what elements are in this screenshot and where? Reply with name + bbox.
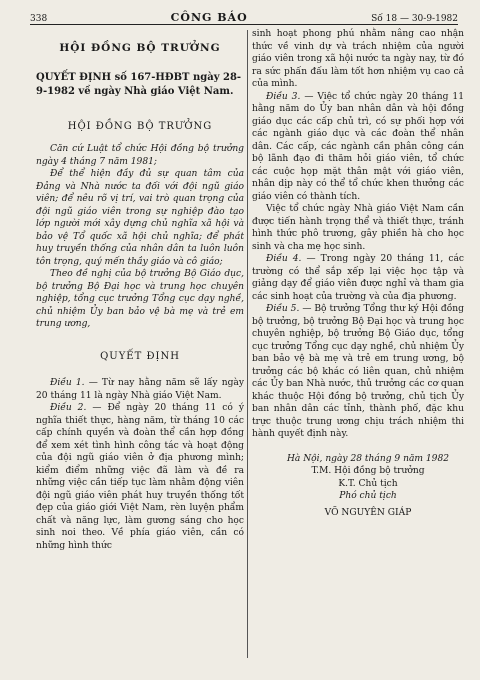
article-3-label: Điều 3.	[266, 91, 301, 102]
column-divider	[247, 30, 248, 658]
kt-title: K.T. Chủ tịch	[338, 478, 398, 489]
page-header	[30, 6, 458, 25]
article-2	[36, 402, 244, 552]
article-4	[252, 253, 464, 303]
article-5-text: — Bộ trưởng Tổng thư ký Hội đồng bộ trưởng, bộ trưởng Bộ Đại học và trung học chuyên nghiệp, bộ trưởng Bộ Giáo dục, tổng cục trưởng Tổng cục dạy nghề, chủ nhiệm Ủy ban bảo vệ bà mẹ và trẻ em trung ương, bộ trưởng các bộ khác có liên quan, chủ nhiệm các Ủy ban Nhà nước, thủ trưởng các cơ quan khác thuộc Hội đồng bộ trưởng, chủ tịch Ủy ban nhân dân các tỉnh, thành phố, đặc khu trực thuộc trung ương chịu trách nhiệm thi hành quyết định này.	[252, 304, 464, 439]
article-3-text: — Việc tổ chức ngày 20 tháng 11 hằng năm do Ủy ban nhân dân và hội đồng giáo dục các cấp chủ trì, có sự phối hợp với các ngành giáo dục và các đoàn thể nhân dân. Các cấp, các ngành cần phân công cán bộ lãnh đạo đi thăm hỏi giáo viên, tổ chức các cuộc họp mặt thân mật với giáo viên, nhân dịp này có thể tổ chức khen thưởng các giáo viên có thành tích.	[252, 91, 464, 202]
decides-heading: QUYẾT ĐỊNH	[100, 350, 180, 362]
left-column	[36, 28, 244, 552]
article-4-text: — Trong ngày 20 tháng 11, các trường có thể sắp xếp lại việc học tập và giảng dạy để giáo viên được nghỉ và tham gia các sinh hoạt của trường và của địa phương.	[252, 254, 464, 302]
article-2-continued: sinh hoạt phong phú nhằm nâng cao nhận thức về vinh dự và trách nhiệm của người giáo viên trong xã hội nước ta ngày nay, từ đó ra sức phấn đấu làm tốt hơn nhiệm vụ cao cả của mình.	[252, 29, 464, 89]
article-3	[252, 91, 464, 204]
article-5	[252, 303, 464, 441]
signer-role: Phó chủ tịch	[339, 491, 397, 501]
article-2-text: — Để ngày 20 tháng 11 có ý nghĩa thiết thực, hàng năm, từ tháng 10 các cấp chính quyền và đoàn thể cần hợp đồng để xem xét tình hình công tác và hoạt động của đội ngũ giáo viên ở địa phương mình; kiểm điểm những việc đã làm và đề ra những việc cần tiếp tục làm nhằm động viên đội ngũ giáo viên phát huy truyền thống tốt đẹp của giáo giới Việt Nam, rèn luyện phẩm chất và năng lực, làm gương sáng cho học sinh noi theo. Về phía giáo viên, cần có những hình thức	[36, 403, 244, 551]
preamble-2: Để thể hiện đầy đủ sự quan tâm của Đảng và Nhà nước ta đối với đội ngũ giáo viên; để nêu rõ vị trí, vai trò quan trọng của đội ngũ giáo viên trong sự nghiệp đào tạo lớp người mới xây dựng chủ nghĩa xã hội và bảo vệ Tổ quốc xã hội chủ nghĩa; để phát huy truyền thống của nhân dân ta luôn luôn tôn trọng, quý mến thầy giáo và cô giáo;	[36, 169, 244, 267]
issue-number: Số 18 — 30-9-1982	[371, 14, 458, 24]
article-5-label: Điều 5.	[266, 304, 300, 314]
article-1-text: — Từ nay hằng năm sẽ lấy ngày 20 tháng 11 là ngày Nhà giáo Việt Nam.	[36, 378, 244, 401]
on-behalf: T.M. Hội đồng bộ trưởng	[311, 466, 425, 476]
preamble-1: Căn cứ Luật tổ chức Hội đồng bộ trưởng ngày 4 tháng 7 năm 1981;	[36, 144, 244, 167]
article-4-label: Điều 4.	[266, 254, 302, 264]
article-1	[36, 377, 244, 402]
preamble-3: Theo đề nghị của bộ trưởng Bộ Giáo dục, bộ trưởng Bộ Đại học và trung học chuyên nghiệp, tổng cục trưởng Tổng cục dạy nghề, chủ nhiệm Ủy ban bảo vệ bà mẹ và trẻ em trung ương,	[36, 269, 244, 329]
council-heading: HỘI ĐỒNG BỘ TRƯỞNG	[59, 42, 221, 54]
article-1-label: Điều 1.	[50, 378, 85, 388]
signature-block	[252, 453, 464, 520]
decision-title: QUYẾT ĐỊNH số 167-HĐBT ngày 28-9-1982 về ngày Nhà giáo Việt Nam.	[36, 71, 242, 97]
article-3-paragraph-2: Việc tổ chức ngày Nhà giáo Việt Nam cần được tiến hành trọng thể và thiết thực, tránh hình thức phô trương, gây phiền hà cho học sinh và cha mẹ học sinh.	[252, 204, 464, 252]
article-2-label: Điều 2.	[50, 403, 87, 413]
place-date: Hà Nội, ngày 28 tháng 9 năm 1982	[286, 453, 450, 464]
publication-title: CÔNG BÁO	[170, 11, 248, 24]
page-number: 338	[30, 14, 48, 24]
council-subheading: HỘI ĐỒNG BỘ TRƯỞNG	[67, 120, 213, 132]
right-column	[252, 28, 464, 519]
signer-name: VÕ NGUYÊN GIÁP	[324, 507, 412, 518]
